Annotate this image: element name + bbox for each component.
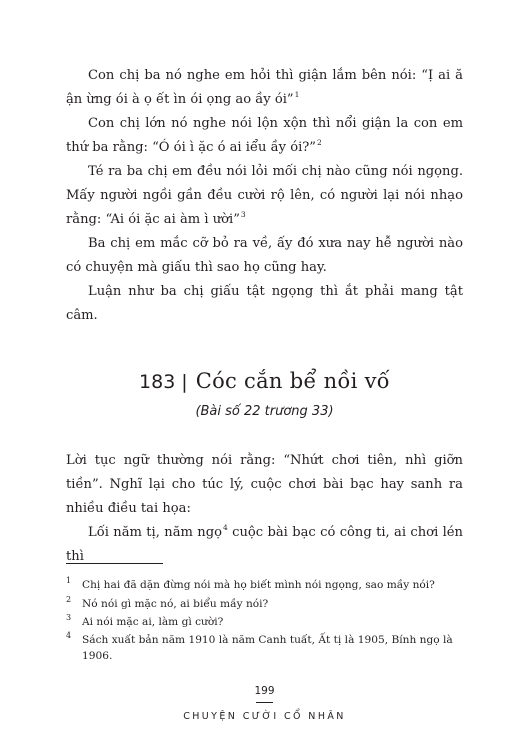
paragraph-text: Té ra ba chị em đều nói lỏi mối chị nào cũng nói ngọng. Mấy người ngồi gần đều cười rộ lên, có người lại nói nhạo rằng: “Ai ói ặc ai àm ì ười”	[66, 164, 463, 227]
running-footer: CHUYỆN CƯỜI CỔ NHÂN	[183, 711, 346, 722]
paragraph	[66, 64, 463, 112]
page-number: 199	[254, 685, 275, 697]
story-heading	[0, 369, 529, 393]
footnote-mark: 2	[66, 595, 72, 604]
footnote-mark: 3	[66, 613, 72, 622]
paragraph: Luận như ba chị giấu tật ngọng thì ắt phải mang tật câm.	[66, 284, 463, 323]
footnote-ref: 2	[316, 138, 322, 147]
paragraph	[66, 160, 463, 232]
footnote-ref: 4	[222, 523, 228, 532]
footnote-text: Chị hai đã dặn đừng nói mà họ biết mình nói ngọng, sao mầy nói?	[82, 579, 435, 591]
footnote-text: Sách xuất bản năm 1910 là năm Canh tuất, Ất tị là 1905, Bính ngọ là 1906.	[82, 634, 453, 662]
heading-separator: |	[181, 371, 188, 393]
paragraph: Lời tục ngữ thường nói rằng: “Nhứt chơi tiên, nhì giỡn tiền”. Nghĩ lại cho túc lý, cuộc chơi bài bạc hay sanh ra nhiều điều tai họa:	[66, 453, 463, 516]
footnote-mark: 1	[66, 576, 72, 585]
paragraph-text: cuộc bài bạc có công ti, ai chơi lén thì	[66, 525, 463, 564]
paragraph-text: Con chị lớn nó nghe nói lộn xộn thì nổi giận la con em thứ ba rằng: “Ó ói ì ặc ó ai iểu ầy ói?”	[66, 116, 463, 155]
footnote	[66, 632, 463, 664]
footnote	[66, 614, 463, 630]
footnote-text: Nó nói gì mặc nó, ai biểu mầy nói?	[82, 598, 269, 610]
story-number: 183	[139, 371, 176, 393]
paragraph-text: Lối năm tị, năm ngọ	[88, 525, 222, 540]
footnote-ref: 1	[294, 90, 300, 99]
paragraph	[66, 112, 463, 160]
story-title: Cóc cắn bể nồi vố	[195, 369, 390, 393]
footnote-divider	[66, 563, 163, 564]
paragraph: Ba chị em mắc cỡ bỏ ra về, ấy đó xưa nay hễ người nào có chuyện mà giấu thì sao họ cũng hay.	[66, 236, 463, 275]
footnote	[66, 577, 463, 593]
footnote	[66, 596, 463, 612]
page-number-underline	[256, 702, 273, 703]
story-subtitle: (Bài số 22 trương 33)	[195, 404, 334, 419]
footnote-text: Ai nói mặc ai, làm gì cười?	[82, 616, 224, 628]
paragraph	[66, 521, 463, 569]
paragraph-text: Con chị ba nó nghe em hỏi thì giận lắm bên nói: “Ị ai ă ận ừng ói à ọ ết ìn ói ọng ao ầy ói”	[66, 68, 463, 107]
footnote-mark: 4	[66, 631, 72, 640]
footnote-ref: 3	[240, 210, 246, 219]
